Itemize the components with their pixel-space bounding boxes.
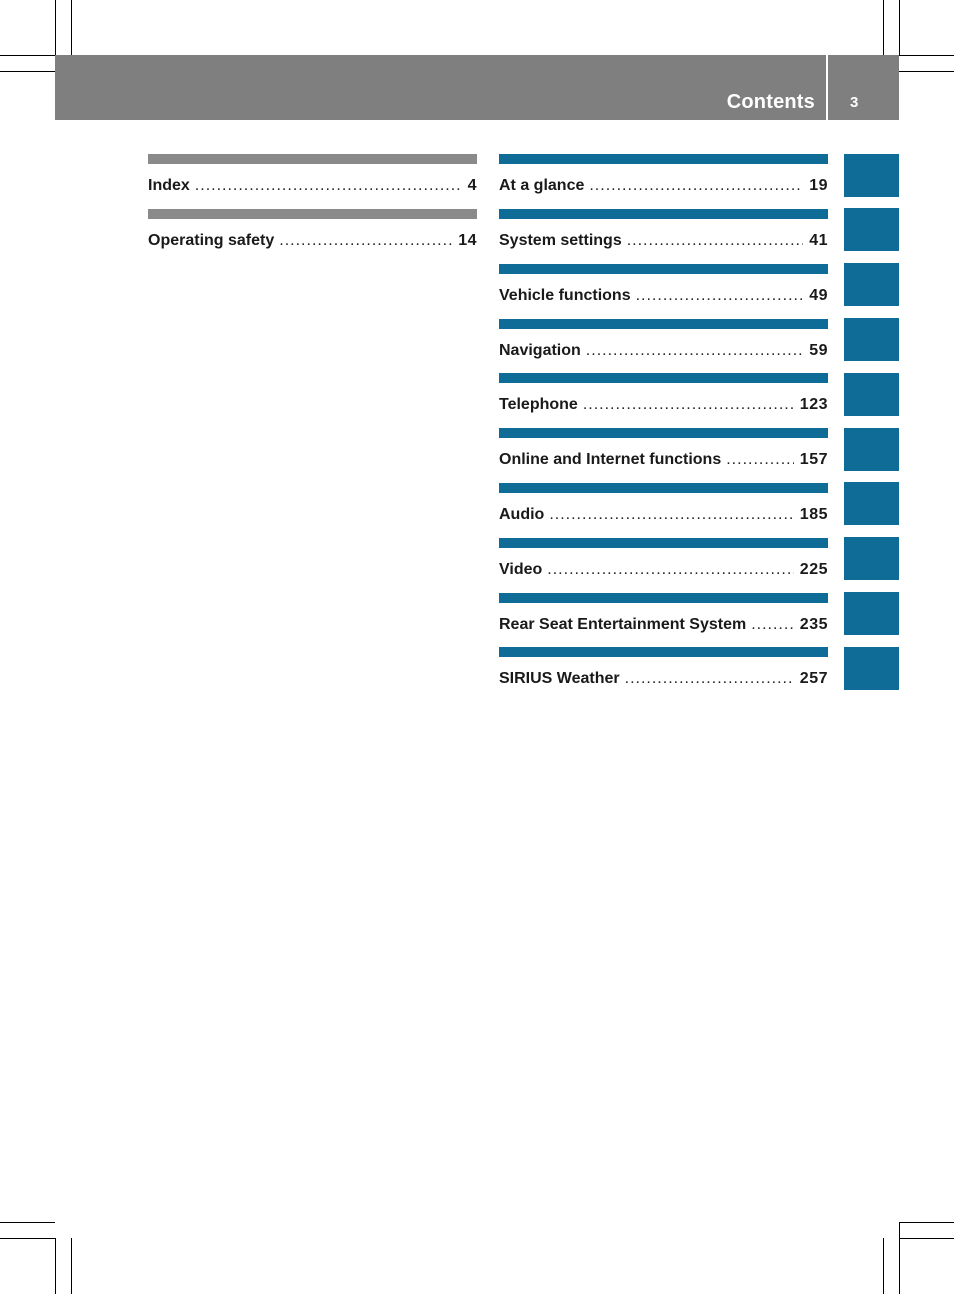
section-bar-blue: [499, 593, 828, 603]
section-bar-grey: [148, 154, 477, 164]
crop-mark: [55, 1238, 56, 1294]
toc-entry-label: Online and Internet functions: [499, 451, 722, 468]
leader-dots: [195, 176, 462, 196]
crop-mark: [899, 1222, 900, 1294]
header-band: [55, 55, 899, 120]
crop-mark: [71, 1238, 72, 1294]
crop-mark: [899, 0, 900, 55]
section-bar-blue: [499, 538, 828, 548]
crop-mark: [899, 71, 954, 72]
toc-entry-page: 59: [809, 342, 828, 359]
crop-mark: [71, 0, 72, 55]
section-bar-blue: [499, 209, 828, 219]
thumb-tab-online-internet[interactable]: [844, 428, 899, 471]
section-bar-blue: [499, 264, 828, 274]
toc-entry-page: 185: [799, 506, 828, 523]
section-bar-blue: [499, 483, 828, 493]
section-bar-blue: [499, 319, 828, 329]
toc-entry-label: Rear Seat Entertainment System: [499, 616, 747, 633]
section-bar-blue: [499, 647, 828, 657]
thumb-tab-video[interactable]: [844, 537, 899, 580]
leader-dots: [625, 669, 794, 689]
toc-entry-page: 235: [799, 616, 828, 633]
thumb-tab-rear-seat-entertainment[interactable]: [844, 592, 899, 635]
section-bar-blue: [499, 373, 828, 383]
crop-mark: [0, 1222, 55, 1223]
leader-dots: [586, 341, 803, 361]
toc-entry-page: 14: [458, 232, 477, 249]
leader-dots: [636, 286, 804, 306]
toc-entry-page: 157: [799, 451, 828, 468]
toc-entry-label: At a glance: [499, 177, 585, 194]
section-bar-blue: [499, 154, 828, 164]
toc-entry-page: 41: [809, 232, 828, 249]
crop-mark: [899, 1222, 954, 1223]
leader-dots: [751, 615, 794, 635]
leader-dots: [583, 395, 794, 415]
thumb-tab-at-a-glance[interactable]: [844, 154, 899, 197]
toc-entry-label: Operating safety: [148, 232, 275, 249]
crop-mark: [0, 71, 55, 72]
toc-entry-page: 257: [799, 670, 828, 687]
toc-entry-label: SIRIUS Weather: [499, 670, 620, 687]
leader-dots: [547, 560, 794, 580]
crop-mark: [899, 1238, 954, 1239]
toc-entry-label: Video: [499, 561, 543, 578]
thumb-tab-telephone[interactable]: [844, 373, 899, 416]
thumb-tab-sirius-weather[interactable]: [844, 647, 899, 690]
toc-entry-page: 4: [467, 177, 477, 194]
section-bar-grey: [148, 209, 477, 219]
crop-mark: [0, 1238, 55, 1239]
toc-entry-label: Navigation: [499, 342, 581, 359]
toc-entry-page: 49: [809, 287, 828, 304]
section-bar-blue: [499, 428, 828, 438]
thumb-tab-vehicle-functions[interactable]: [844, 263, 899, 306]
crop-mark: [0, 55, 55, 56]
leader-dots: [726, 450, 794, 470]
crop-mark: [883, 0, 884, 55]
crop-mark: [899, 55, 954, 56]
thumb-tab-navigation[interactable]: [844, 318, 899, 361]
leader-dots: [589, 176, 803, 196]
toc-entry-label: Audio: [499, 506, 545, 523]
toc-entry-page: 225: [799, 561, 828, 578]
toc-entry-label: Vehicle functions: [499, 287, 631, 304]
page-number: 3: [850, 94, 859, 111]
crop-mark: [883, 1238, 884, 1294]
leader-dots: [279, 231, 452, 251]
thumb-tab-audio[interactable]: [844, 482, 899, 525]
header-divider: [826, 55, 828, 120]
leader-dots: [627, 231, 803, 251]
leader-dots: [549, 505, 793, 525]
toc-entry-label: System settings: [499, 232, 622, 249]
page-title: Contents: [726, 91, 815, 113]
crop-mark: [55, 0, 56, 55]
toc-entry-page: 19: [809, 177, 828, 194]
toc-entry-label: Telephone: [499, 396, 578, 413]
thumb-tab-system-settings[interactable]: [844, 208, 899, 251]
toc-entry-page: 123: [799, 396, 828, 413]
toc-entry-label: Index: [148, 177, 190, 194]
